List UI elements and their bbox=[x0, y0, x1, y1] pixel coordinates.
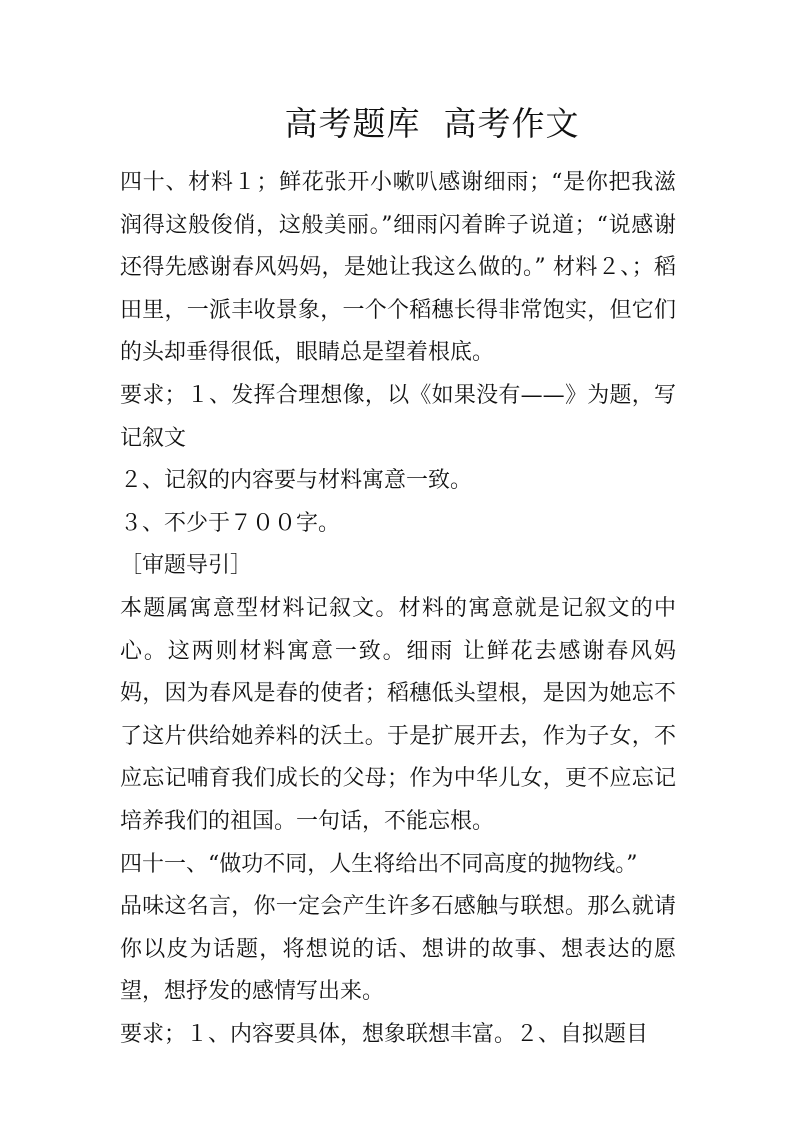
paragraph-topic-41-requirements: 要求；１、内容要具体，想象联想丰富。２、自拟题目 bbox=[120, 1021, 649, 1047]
paragraph-topic-41-prompt: 品味这名言，你一定会产生许多石感触与联想。那么就请你以皮为话题，将想说的话、想讲的故事、想表达的愿望，想抒发的感情写出来。 bbox=[120, 894, 676, 1005]
paragraph-requirement-2: ２、记叙的内容要与材料寓意一致。 bbox=[120, 468, 473, 494]
paragraph-requirement-3: ３、不少于７００字。 bbox=[120, 510, 341, 536]
paragraph-guide-body: 本题属寓意型材料记叙文。材料的寓意就是记叙文的中心。这两则材料寓意一致。细雨 让鲜花去感谢春风妈妈，因为春风是春的使者；稻穗低头望根，是因为她忘不了这片供给她养料的沃土。于是扩展开去，作为子女，不应忘记哺育我们成长的父母；作为中华儿女，更不应忘记培养我们的祖国。一句话，不能忘根。 bbox=[120, 595, 676, 834]
paragraph-guide-heading: ［审题导引］ bbox=[120, 553, 253, 579]
document-title: 高考题库 高考作文 bbox=[284, 104, 580, 143]
paragraph-topic-41: 四十一、“做功不同，人生将给出不同高度的抛物线。” bbox=[120, 851, 638, 877]
document-body bbox=[120, 162, 676, 1056]
paragraph-requirement-1: 要求；１、发挥合理想像，以《如果没有——》为题，写记叙文 bbox=[120, 382, 676, 451]
paragraph-material-40: 四十、材料１；鲜花张开小嗽叭感谢细雨；“是你把我滋润得这般俊俏，这般美丽。”细雨闪着眸子说道；“说感谢还得先感谢春风妈妈，是她让我这么做的。” 材料２、；稻田里，一派丰收景象，一个个稻穗长得非常饱实，但它们的头却垂得很低，眼睛总是望着根底。 bbox=[120, 170, 676, 366]
